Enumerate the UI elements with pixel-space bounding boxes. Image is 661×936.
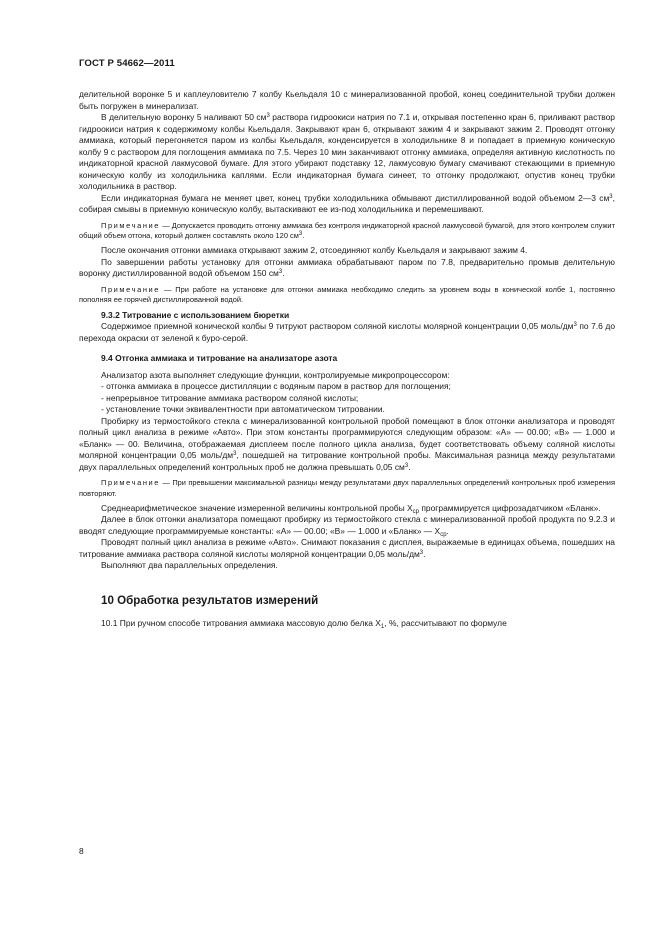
note-1: Примечание — Допускается проводить отгонку аммиака без контроля индикаторной красной лакмусовой бумагой, для этого контролем служит общий объем отгона, который должен составлять около 120 $см^3$. [79,220,615,240]
list-item: - непрерывное титрование аммиака раствором соляной кислоты; [101,392,359,403]
list-item: - отгонка аммиака в процессе дистилляции с водяным паром в раствор для поглощения; [101,381,451,392]
paragraph-13: 10.1 При ручном способе титрования аммиака массовую долю белка $X_1$, %, рассчитывают по формуле [101,617,507,630]
paragraph-5: По завершении работы установку для отгонки аммиака обрабатывают паром по 7.8, предварительно промыв делительную воронку дистиллированной водой объемом 150 $см^3$. [79,256,615,279]
note-2: Примечание — При работе на установке для отгонки аммиака необходимо следить за уровнем воды в конической колбе 1, постоянно пополняя ее горячей дистиллированной водой. [79,284,615,305]
note-3: Примечание — При превышении максимальной разницы между результатами двух параллельных определений контрольных проб измерения повторяют. [79,478,615,498]
standard-header: ГОСТ Р 54662—2011 [79,58,175,69]
section-heading-9-4: 9.4 Отгонка аммиака и титрование на анализаторе азота [101,353,338,364]
paragraph-9: Среднеарифметическое значение измеренной величины контрольной пробы $X_{ср}$ программируется цифрозадатчиком «Бланк». [101,502,601,515]
page-number: 8 [79,846,84,856]
paragraph-10: Далее в блок отгонки анализатора помещают пробирку из термостойкого стекла с минерализованной пробой продукта по 9.2.3 и вводят следующие программируемые константы: «А» — 00.00; «В» — 1.000 и «Бланк» — $X_{ср}$. [79,514,615,538]
paragraph-11: Проводят полный цикл анализа в режиме «Авто». Снимают показания с дисплея, выражаемые в единицах объема, пошедших на титрование аммиака раствора соляной кислоты молярной концентрации 0,05 моль/$дм^3$. [79,537,615,559]
section-heading-10: 10 Обработка результатов измерений [101,593,319,607]
paragraph-1: делительной воронке 5 и каплеуловителю 7 колбу Кьельдаля 10 с минерализованной пробой, конец соединительной трубки должен быть погружен в минерализат. [79,89,615,111]
document-page [79,58,615,629]
paragraph-3: Если индикаторная бумага не меняет цвет, конец трубки холодильника обмывают дистиллированной водой объемом 2—3 $см^3$, собирая смывы в приемную коническую колбу, вытаскивают ее из-под холодильника и перемешивают. [79,192,615,214]
paragraph-8: Пробирку из термостойкого стекла с минерализованной контрольной пробой помещают в блок отгонки анализатора и проводят полный цикл анализа в режиме «Авто». При этом константы программируются следующим образом: «А» — 00.00; «В» — 1.000 и «Бланк» — 00. Величина, отображаемая дисплеем после полного цикла анализа, будет соответствовать объему соляной кислоты молярной концентрации 0,05 моль/$дм^3$, пошедшей на титрование контрольной пробы. Максимальная разница между результатами двух параллельных определений контрольных проб не должна превышать 0,05 $см^3$. [79,415,615,472]
paragraph-7: Анализатор азота выполняет следующие функции, контролируемые микропроцессором: [101,369,450,380]
section-heading-9-3-2: 9.3.2 Титрование с использованием бюретки [101,309,290,320]
paragraph-4: После окончания отгонки аммиака открывают зажим 2, отсоединяют колбу Кьельдаля и закрывают зажим 4. [101,245,528,256]
paragraph-2: В делительную воронку 5 наливают 50 $см^3$ раствора гидроокиси натрия по 7.1 и, открывая постепенно кран 6, приливают раствор гидроокиси натрия к содержимому колбы Кьельдаля. Закрывают кран 6, открывают зажим 4 и закрывают зажим 2. Проводят отгонку аммиака, который перегоняется паром из колбы Кьельдаля, конденсируется в холодильнике 8 и попадает в приемную коническую колбу 9 с раствором для поглощения аммиака по 7.5. Через 10 мин заканчивают отгонку аммиака, определяя активную кислотность по индикаторной красной лакмусовой бумаге. Для этого убирают подставку 12, лакмусовую бумагу смачивают стекающими в приемную коническую колбу из холодильника каплями. Если индикаторная бумага синеет, то отгонку продолжают, опустив конец трубки холодильника в раствор. [79,112,615,191]
paragraph-6: Содержимое приемной конической колбы 9 титруют раствором соляной кислоты молярной концентрации 0,05 моль/$дм^3$ по 7.6 до перехода окраски от зеленой к буро-серой. [79,321,616,343]
list-item: - установление точки эквивалентности при автоматическом титровании. [101,404,385,415]
paragraph-12: Выполняют два параллельных определения. [101,560,278,571]
